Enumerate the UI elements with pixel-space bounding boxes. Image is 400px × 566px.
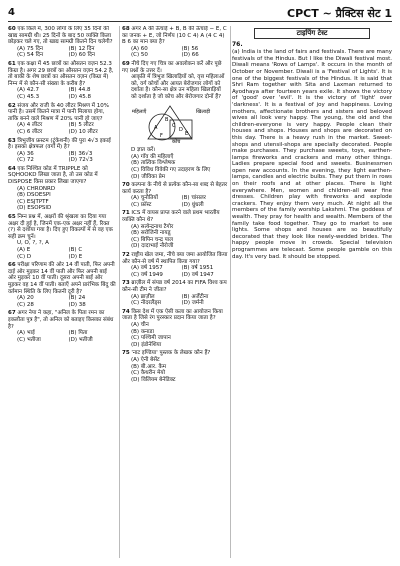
option-list (122, 322, 228, 348)
option: (D) भतीजी (68, 336, 93, 343)
option: (D) 66 (181, 52, 199, 59)
option: (C) 72 (17, 157, 34, 164)
option: (B) तात्विक विश्लेषक (131, 160, 176, 167)
option: (B) अर्जेंटीना (181, 293, 209, 300)
typing-test-heading: टाइपिंग टेस्ट (254, 28, 370, 39)
option: (A) ब्राज़ील (131, 293, 155, 300)
option-list (8, 295, 116, 308)
option: (B) बी.आर. कैम (131, 363, 167, 370)
question-number: 63 (8, 137, 16, 144)
option: (D) 10 लीटर (68, 128, 98, 135)
option: (D) जीविका प्रेम (131, 173, 166, 180)
question-item (122, 182, 228, 208)
venn-label-bottom: कोच (172, 138, 181, 143)
question-number: 76. (232, 40, 243, 48)
question-number: 69 (122, 60, 130, 67)
question-number: 66 (8, 262, 16, 269)
question-text (122, 280, 228, 293)
option: (B) कनाडा (131, 328, 154, 335)
question-body: ब्राज़ील में संपन्न वर्ष 2014 का FIFA विश्व कप कौन-सी टीम ने जीता? (122, 280, 227, 293)
question-extra: U, O, ?, ?, A (17, 240, 49, 247)
option: (D) इंडोनेशिया (131, 341, 162, 348)
question-item (8, 214, 116, 260)
question-number: 67 (8, 310, 16, 317)
option: (C) वर्ष 1949 (131, 271, 163, 278)
option: (A) वर्ष 1957 (131, 265, 163, 272)
option: (A) E (17, 247, 31, 253)
column-separator-1 (119, 26, 120, 558)
option: (B) 24 (68, 295, 86, 302)
column-2 (122, 26, 228, 560)
column-3 (232, 26, 392, 560)
question-number: 75 (122, 350, 130, 357)
question-number: 60 (8, 26, 16, 32)
question-number: 70 (122, 182, 130, 189)
question-body: नीचे दिए गए चित्र का अवलोकन करें और पूछे गए प्रश्नों के उत्तर दें। (122, 60, 222, 74)
option: (C) नीदरलैंड्स (131, 300, 161, 307)
page-title: CPCT ~ प्रैक्टिस सेट 1 (287, 7, 392, 20)
question-item (8, 166, 116, 212)
option: (A) भाई (17, 330, 35, 337)
option: (D) 38 (68, 301, 86, 308)
venn-label-left: महिलाएँ (132, 108, 147, 115)
option: (C) कैथरीन मेयो (131, 370, 165, 377)
option: (A) ऐनी बेसेंट (131, 356, 160, 363)
option-list (122, 46, 228, 59)
option: (C) 6 लीटर (17, 128, 43, 135)
venn-region: C (172, 122, 176, 129)
option: (C) फ्रॉस्ट (131, 201, 152, 208)
header-rule (8, 21, 392, 22)
option: (B) पिता (68, 330, 88, 337)
question-number: 68 (122, 26, 130, 32)
typing-paragraph (232, 49, 392, 260)
column-separator-2 (230, 26, 231, 558)
question-number: 72 (122, 252, 130, 259)
question-text (122, 309, 228, 322)
option: (A) 60 (131, 45, 148, 52)
option: (C) विविध विवेकी गए उदाहरण के लिए (131, 166, 211, 173)
question-text (122, 350, 228, 357)
option-list (122, 265, 228, 278)
option-list (122, 224, 228, 250)
question-item (122, 26, 228, 59)
option: (B) 56 (181, 45, 199, 52)
option: (C) ESJTPTF (17, 198, 49, 205)
question-body: संजय और राजी के 40 लीटर मिश्रण में 10% पानी है। उसमें कितने मात्रा में पानी मिलाया होगा, ताकि बनने वाले मिश्रण में 20% पानी हो जाए? (8, 102, 109, 122)
question-number: 61 (8, 60, 16, 67)
question-text (122, 61, 228, 74)
question-body: एक कक्षा में 45 छात्रों का औसतन वज़न 52.3 किग्रा है। अगर 29 छात्रों का औसतन वज़न 54.2 है, तो बाकी के शेष छात्रों का औसतन वज़न (किग्रा में) निम्न में से कौन-सी संख्या के करीब है? (8, 60, 114, 87)
paragraph-label: (a) (232, 49, 240, 56)
option-list (122, 357, 228, 383)
option-list (8, 122, 116, 135)
question-body: ICS में वायस प्राप्त करने वाले प्रथम भारतीय व्यक्ति कौन थे? (122, 210, 220, 224)
option: (D) जर्मनी (181, 300, 204, 307)
column-1 (8, 26, 116, 560)
option: (B) चांसलर (181, 195, 206, 202)
option: (A) गाँव की महिलाएँ (131, 153, 174, 160)
option: (D) विलियम बेनेडिक्ट (131, 376, 176, 383)
option: (A) 75 दिन (17, 45, 43, 52)
venn-region: F (160, 132, 163, 139)
question-text (122, 210, 228, 223)
venn-region: B (165, 116, 169, 123)
venn-label-right: खिलाड़ी (196, 108, 211, 115)
option: (C) भतीजा (17, 336, 41, 343)
option: (B) DSOESPI (17, 192, 51, 199)
question-body: परीक्षा परिणाम की ओर 14 वीं पाती, फिर अपनी दाई ओर मुड़कर 14 वीं पाती और फिर अपनी बाई ओर मुड़कर 10 वीं पाती। दूसरा अपनी बाईं ओर मुड़कर वह 14 वीं पाती। बताएँ अपने प्रारंभिक बिंदु की वर्तमान स्थिति के लिए कितनी दूरी है? (8, 262, 116, 295)
venn-region: D (179, 126, 183, 133)
option: (B) 5 लीटर (68, 122, 94, 129)
question-extra: D ज्ञात करें। (131, 147, 156, 154)
question-text (8, 138, 116, 151)
question-text (8, 262, 116, 295)
question-item (122, 61, 228, 180)
page-number: 4 (8, 7, 15, 18)
question-item (122, 210, 228, 250)
option: (B) C (68, 247, 83, 253)
option: (A) CHRONRD (17, 185, 56, 192)
question-body: अगर A की ऊँचाई + B, B की ऊँचाई − E, C का जनक + E, जो निर्णय (10 C 4) A (4 C 4) B 6 का मान क्या है? (122, 26, 227, 46)
option: (A) चुनौतियों (131, 195, 158, 202)
option: (D) वर्ष 1947 (181, 271, 214, 278)
option: (A) सत्येन्द्रनाथ टैगोर (131, 223, 174, 230)
option: (D) 72√3 (68, 157, 93, 164)
question-text (8, 26, 116, 46)
option: (B) 36√3 (68, 150, 93, 157)
question-body: किस देश में एक ऐसी कला का आयोजन किया जाता है जिसे रंग पुरस्कार प्रदान किया जाता है? (122, 308, 223, 322)
question-item (122, 350, 228, 383)
option: (B) सरोजिनी नायडू (131, 230, 171, 237)
option: (C) पश्चिमी जापान (131, 335, 171, 342)
option: (D) ESOPSID (17, 205, 52, 212)
question-item (8, 310, 116, 343)
venn-figure (132, 103, 228, 146)
option: (C) 45.3 (17, 93, 40, 100)
question-item (8, 262, 116, 308)
venn-region: A (154, 124, 158, 131)
question-text (122, 182, 228, 195)
option: (C) 54 दिन (17, 52, 44, 59)
venn-diagram (132, 103, 224, 143)
option: (B) 12 दिन (68, 45, 95, 52)
question-text (122, 26, 228, 46)
option-list (8, 87, 116, 100)
question-item (122, 309, 228, 349)
option: (D) दादाभाई नौरोजी (131, 243, 174, 250)
question-body: 'नाट इण्डिया' पुस्तक के लेखक कौन हैं? (131, 350, 211, 357)
option: (B) 44.8 (68, 87, 91, 94)
option: (A) चीन (131, 321, 149, 328)
question-text (8, 214, 116, 240)
question-text (122, 252, 228, 265)
option: (D) धुंधली (181, 201, 204, 208)
question-item (8, 61, 116, 101)
option: (C) बिपिन चन्द्र पाल (131, 236, 173, 243)
question-text (8, 166, 116, 186)
question-text (8, 61, 116, 87)
option-list (122, 195, 228, 208)
option: (D) E (68, 253, 83, 260)
question-body: कल्पना के नीचे से प्रत्येक कौन-सा शब्द से बेहतर कार्य करता है? (122, 182, 228, 195)
option-list (8, 186, 116, 212)
option: (C) D (17, 253, 32, 260)
question-body: निम्न प्रश्न में, अक्षरों की श्रृंखला का दिया गया अक्षर दी हुई है, जिनमें एक-एक अक्षर नहीं हैं, रिक्त (?) से दर्शाया गया है। दिए हुए विकल्पों में से वह एक सही क्रम चुनें। (8, 214, 113, 240)
question-body: एक निश्चित कोड में TRIPPLE को SQHOOKD लिखा जाता है, तो उस कोड में DISPOSE किस प्रकार लिखा जाएगा? (8, 165, 98, 186)
question-number: 71 (122, 210, 130, 217)
question-extra: आकृति में त्रिभुज खिलाड़ियों को, वृत्त महिलाओं को, वर्ग कोचों और आयत बेरोजगार लोगों को दर्शाता है। कौन-सा क्षेत्र उन महिला खिलाड़ियों को दर्शाता है जो कोच और बेरोजगार दोनों हैं? (131, 74, 225, 100)
option-list (122, 154, 228, 180)
option: (C) 28 (17, 301, 34, 308)
option: (A) 4 लीटर (17, 122, 43, 129)
option: (A) 36 (17, 150, 34, 157)
option: (B) वर्ष 1951 (181, 265, 214, 272)
option: (A) 42.7 (17, 87, 40, 94)
venn-region: E (185, 130, 189, 137)
option-list (8, 151, 116, 164)
option: (D) 60 दिन (68, 52, 95, 59)
option: (A) 20 (17, 295, 34, 302)
question-item (122, 280, 228, 306)
question-item (8, 103, 116, 136)
question-text (8, 103, 116, 123)
question-number: 73 (122, 280, 130, 287)
option-list (122, 294, 228, 307)
question-body: एक किले में, 300 लोगों के लिए 35 दिनों की खाद्य सामग्री थी। 25 दिनों के बाद 50 व्यक्ति किला छोड़कर चले गए, तो खाद्य सामग्री कितने दिन चलेगी? (8, 26, 113, 46)
question-body: अगर नेपा ने कहा, "अनिल के पिता रमन का इकलौता पुत्र है", तो अनिल को बताइए किसका संबंध है? (8, 310, 114, 330)
question-number: 74 (122, 308, 130, 315)
question-body: राष्ट्रीय खेल जमा, नीचे क्या जमा आयोजित किया और कौन-से वर्ष में स्थापित किया गया? (122, 252, 228, 265)
paragraph-text: India is the land of fairs and festivals. There are many festivals of the Hindus. But I like the Diwali festival most. Diwali means 'Rows of Lamps'. It occurs in the month of October or November. Diwali is a 'Festival of Lights'. It is one of the biggest festivals of the Hindus. It is said that Shri Ram together with Sita and Laxman returned to Ayodhaya after fourteen years exile. It shows the victory of 'good' over 'evil'. It is the victory of 'light' over 'darkness'. It is a festival of joy and happiness. Loving mothers, affectionate brothers and sisters and beloved wives all look very happy. The young, the old and the children-everyone is very happy. People clean their houses and shops. Houses and shops are decorated on this day. There is a heavy rush in the market. Sweet-shops and utensil-shops are specially decorated. People make purchases. They purchase sweets, toys, earthen-lamps fireworks and crackers and many other things. Ladies prepare special food and sweets. Businessmen open new accounts. In the evening, they light earthen-lamps, candles and electric bulbs. They put them in rows on their roofs and at other places. There is light everywhere. Men, women and children-all wear fine dresses. Children play with fireworks and explode crackers. They enjoy them very much. At night all the members of the family worship Lakshmi. The goddess of wealth. They pray for health and wealth. Members of the family take food together. They go to market to see lights. Some shops and houses are so beautifully decorated that they look like newly-wedded brides. The happy people move in crowds. Special television programmes are telecast. Some people gamble on this day. It's very bad. It should be stopped. (232, 49, 392, 260)
question-item (8, 138, 116, 164)
option-list (8, 330, 116, 343)
question-text (8, 310, 116, 330)
question-number: 64 (8, 165, 16, 172)
option: (C) 50 (131, 52, 148, 59)
option: (D) 45.8 (68, 93, 92, 100)
question-body: त्रिभुजीय फ्रस्टम (ट्रंकेशनी) की पुरा 4√3 इकाई है। इसका क्षेत्रफल (वर्गों में) है? (8, 137, 111, 151)
question-item (8, 26, 116, 59)
question-number: 62 (8, 102, 16, 109)
question-number: 65 (8, 214, 16, 221)
question-item (122, 252, 228, 278)
option-list (8, 247, 116, 260)
option-list (8, 46, 116, 59)
